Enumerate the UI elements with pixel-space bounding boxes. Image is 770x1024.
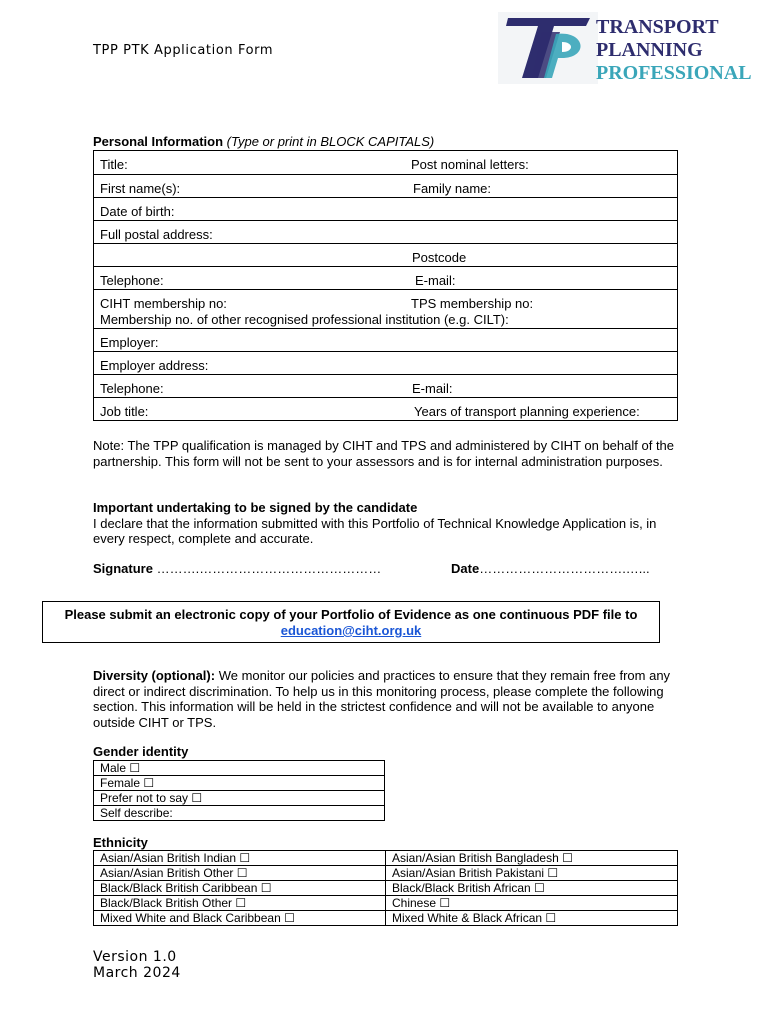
form-row[interactable]: Employer address: [94,351,677,374]
version-footer [93,949,181,981]
ethnicity-option[interactable]: Black/Black British African ☐ [386,881,678,896]
form-row[interactable]: Postcode [94,243,677,266]
form-row[interactable]: Job title: Years of transport planning experience: [94,397,677,420]
ethnicity-option[interactable]: Mixed White and Black Caribbean ☐ [94,911,386,926]
ethnicity-option[interactable]: Asian/Asian British Indian ☐ [94,851,386,866]
gender-option-self-describe[interactable]: Self describe: [94,806,385,821]
form-row[interactable]: Employer: [94,328,677,351]
note-paragraph: Note: The TPP qualification is managed by CIHT and TPS and administered by CIHT on behalf of the partnership. This form will not be sent to your assessors and is for internal administration purposes. [93,438,675,469]
ethnicity-option[interactable]: Mixed White & Black African ☐ [386,911,678,926]
form-row[interactable]: CIHT membership no: TPS membership no: [94,289,677,312]
form-row[interactable]: Membership no. of other recognised professional institution (e.g. CILT): [100,312,509,327]
personal-info-form [93,150,678,421]
tpp-logo-mark-icon [498,12,598,84]
undertaking-section [93,500,683,547]
form-row[interactable]: Date of birth: [94,197,677,220]
gender-option-prefer-not[interactable]: Prefer not to say ☐ [94,791,385,806]
version-number: Version 1.0 [93,949,177,965]
version-date: March 2024 [93,965,181,981]
document-title: TPP PTK Application Form [93,43,274,58]
gender-heading: Gender identity [93,744,189,759]
ethnicity-option[interactable]: Asian/Asian British Other ☐ [94,866,386,881]
ethnicity-option[interactable]: Black/Black British Caribbean ☐ [94,881,386,896]
logo-text-professional: PROFESSIONAL [596,62,752,84]
form-row[interactable]: Full postal address: [94,220,677,243]
ethnicity-option[interactable]: Chinese ☐ [386,896,678,911]
logo-text-transport: TRANSPORT [596,16,719,38]
date-line[interactable]: Date…………………………….…... [451,561,650,576]
form-row[interactable]: Title: Post nominal letters: [100,157,529,172]
undertaking-text: I declare that the information submitted with this Portfolio of Technical Knowledge Application is, in every respect, complete and accurate. [93,515,657,546]
logo-text-planning: PLANNING [596,39,703,61]
signature-line[interactable]: Signature ……….…………………………………… [93,561,382,576]
submit-instructions-box: Please submit an electronic copy of your Portfolio of Evidence as one continuous PDF file to education@ciht.org.uk [42,601,660,643]
ethnicity-option[interactable]: Black/Black British Other ☐ [94,896,386,911]
form-row[interactable]: Telephone: E-mail: [94,374,677,397]
gender-table [93,760,385,821]
email-link[interactable]: education@ciht.org.uk [280,623,422,638]
tpp-logo [498,12,760,84]
ethnicity-option[interactable]: Asian/Asian British Pakistani ☐ [386,866,678,881]
personal-info-heading: Personal Information (Type or print in BLOCK CAPITALS) [93,134,435,149]
gender-option-female[interactable]: Female ☐ [94,776,385,791]
gender-option-male[interactable]: Male ☐ [94,761,385,776]
ethnicity-heading: Ethnicity [93,835,148,850]
ethnicity-option[interactable]: Asian/Asian British Bangladesh ☐ [386,851,678,866]
ethnicity-table [93,850,678,926]
form-row[interactable]: First name(s): Family name: [94,174,677,197]
diversity-paragraph: Diversity (optional): We monitor our policies and practices to ensure that they remain free from any direct or indirect discrimination. To help us in this monitoring process, please complete the following section. This information will be held in the strictest confidence and will not be available to anyone outside CIHT or TPS. [93,668,671,730]
undertaking-heading: Important undertaking to be signed by the candidate [93,500,418,515]
form-row[interactable]: Telephone: E-mail: [94,266,677,289]
